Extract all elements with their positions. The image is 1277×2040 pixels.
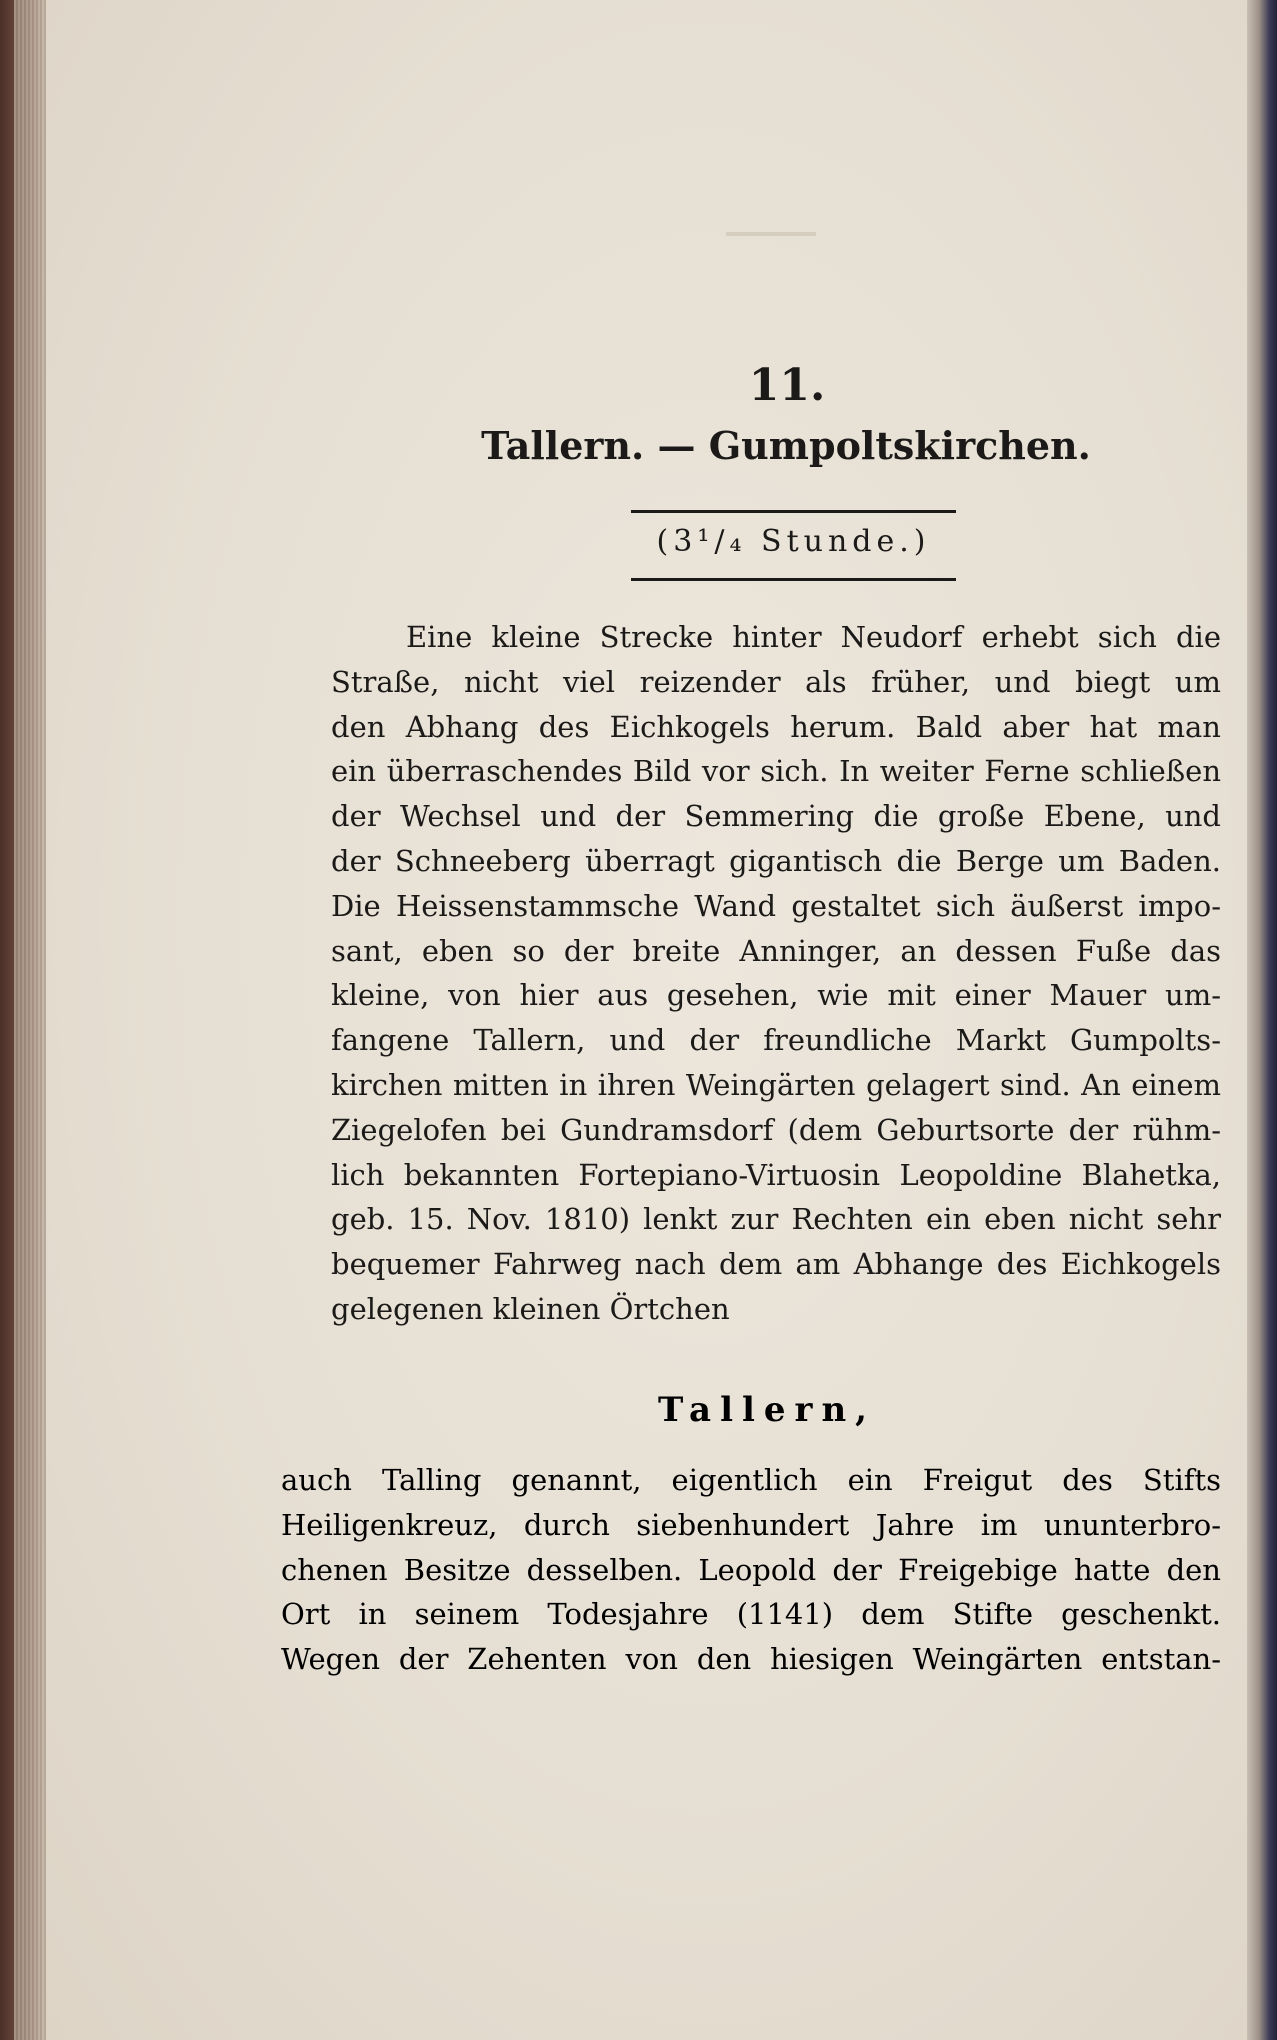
bleed-through-rule bbox=[726, 232, 816, 236]
text-line: der Wechsel und der Semmering die große Ebene, und bbox=[331, 799, 1221, 834]
chapter-title: Tallern. — Gumpoltskirchen. bbox=[481, 423, 1091, 468]
text-line: kirchen mitten in ihren Weingärten gelagert sind. An einem bbox=[331, 1067, 1221, 1102]
book-cover-edge bbox=[1247, 0, 1277, 2040]
section-heading: Tallern, bbox=[658, 1390, 877, 1430]
text-line: chenen Besitze desselben. Leopold der Freigebige hatte den bbox=[281, 1552, 1221, 1587]
paragraph-intro bbox=[331, 615, 1221, 1332]
text-line: Ort in seinem Todesjahre (1141) dem Stifte geschenkt. bbox=[281, 1597, 1221, 1632]
text-line: geb. 15. Nov. 1810) lenkt zur Rechten ein eben nicht sehr bbox=[331, 1202, 1221, 1237]
text-line: Wegen der Zehenten von den hiesigen Weingärten entstan- bbox=[281, 1642, 1221, 1677]
chapter-number: 11. bbox=[748, 360, 826, 411]
text-line: gelegenen kleinen Örtchen bbox=[331, 1291, 730, 1326]
text-line: lich bekannten Fortepiano-Virtuosin Leopoldine Blahetka, bbox=[331, 1157, 1221, 1192]
rule-top bbox=[631, 510, 956, 513]
book-page bbox=[46, 0, 1247, 2040]
rule-bottom bbox=[631, 578, 956, 581]
text-line: den Abhang des Eichkogels herum. Bald aber hat man bbox=[331, 709, 1221, 744]
page-edges bbox=[14, 0, 48, 2040]
text-line: der Schneeberg überragt gigantisch die Berge um Baden. bbox=[331, 843, 1221, 878]
text-line: fangene Tallern, und der freundliche Markt Gumpolts- bbox=[331, 1023, 1221, 1058]
text-line: auch Talling genannt, eigentlich ein Freigut des Stifts bbox=[281, 1463, 1221, 1497]
text-line: ein überraschendes Bild vor sich. In weiter Ferne schließen bbox=[331, 754, 1221, 789]
text-line: sant, eben so der breite Anninger, an dessen Fuße das bbox=[331, 933, 1221, 968]
chapter-duration: (3¹/₄ Stunde.) bbox=[656, 524, 931, 559]
text-line: Die Heissenstammsche Wand gestaltet sich äußerst impo- bbox=[331, 888, 1221, 923]
text-line: kleine, von hier aus gesehen, wie mit einer Mauer um- bbox=[331, 978, 1221, 1013]
text-line: Eine kleine Strecke hinter Neudorf erhebt sich die bbox=[406, 620, 1221, 654]
text-line: Heiligenkreuz, durch siebenhundert Jahre im ununterbro- bbox=[281, 1507, 1221, 1542]
text-line: bequemer Fahrweg nach dem am Abhange des Eichkogels bbox=[331, 1247, 1221, 1282]
text-line: Straße, nicht viel reizender als früher, und biegt um bbox=[331, 664, 1221, 699]
text-line: Ziegelofen bei Gundramsdorf (dem Geburtsorte der rühm- bbox=[331, 1112, 1221, 1147]
paragraph-tallern bbox=[281, 1458, 1221, 1682]
